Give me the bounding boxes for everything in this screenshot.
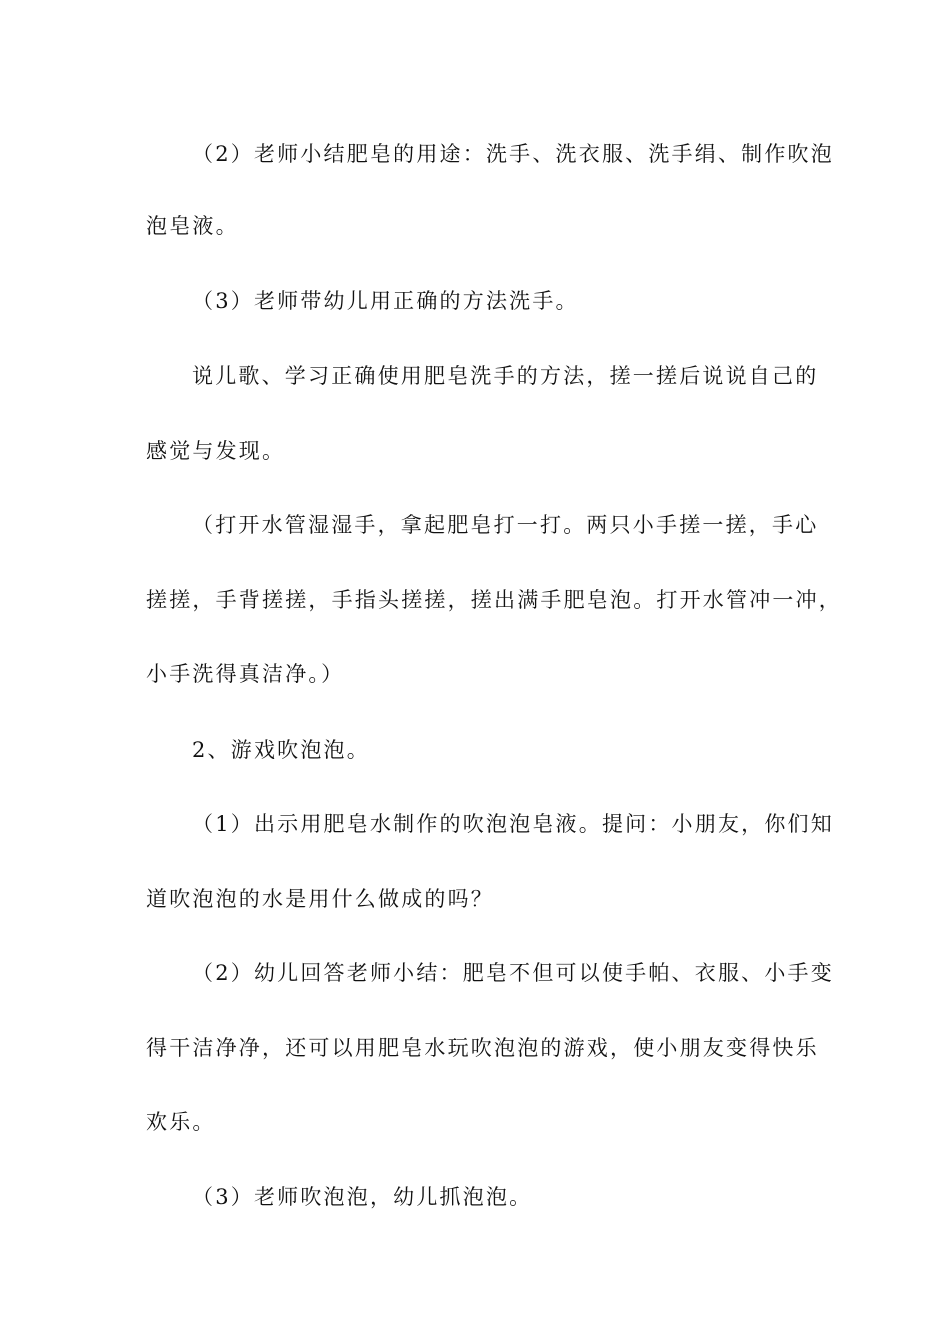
section-heading: 2、游戏吹泡泡。 <box>192 738 370 762</box>
text-line: （3）老师带幼儿用正确的方法洗手。 <box>192 289 579 313</box>
text-line: （2）幼儿回答老师小结：肥皂不但可以使手帕、衣服、小手变 <box>192 961 834 985</box>
text-line: 说儿歌、学习正确使用肥皂洗手的方法，搓一搓后说说自己的 <box>192 364 819 388</box>
text-line: （3）老师吹泡泡，幼儿抓泡泡。 <box>192 1185 533 1209</box>
text-line: 得干洁净净，还可以用肥皂水玩吹泡泡的游戏，使小朋友变得快乐 <box>146 1036 819 1060</box>
text-line: 搓搓，手背搓搓，手指头搓搓，搓出满手肥皂泡。打开水管冲一冲， <box>146 588 842 612</box>
text-line: （打开水管湿湿手，拿起肥皂打一打。两只小手搓一搓，手心 <box>192 513 819 537</box>
text-line: 感觉与发现。 <box>146 439 286 463</box>
text-line: 小手洗得真洁净。） <box>146 662 345 686</box>
text-line: （2）老师小结肥皂的用途：洗手、洗衣服、洗手绢、制作吹泡 <box>192 142 834 166</box>
text-line: 道吹泡泡的水是用什么做成的吗？ <box>146 887 494 911</box>
text-line: （1）出示用肥皂水制作的吹泡泡皂液。提问：小朋友，你们知 <box>192 812 834 836</box>
text-line: 欢乐。 <box>146 1110 216 1134</box>
text-line: 泡皂液。 <box>146 214 239 238</box>
